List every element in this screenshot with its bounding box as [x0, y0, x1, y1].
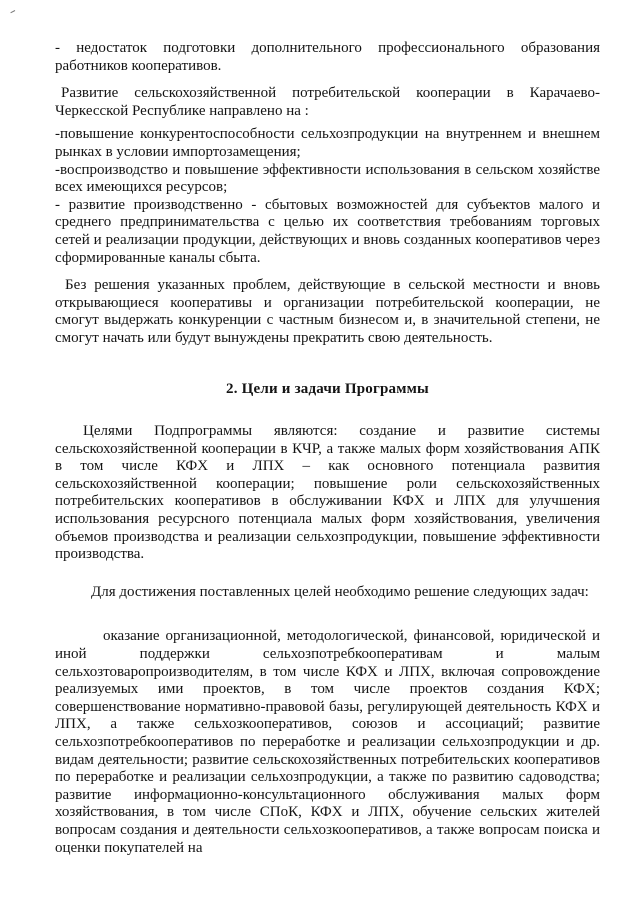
list-item-sales-capabilities: - развитие производственно - сбытовых возможностей для субъектов малого и среднего предпринимательства с целью их соответствия требованиям торговых сетей и реализации продукции, действующих и вновь созданных кооперативов через сформированные каналы сбыта.	[55, 196, 600, 266]
section-heading: 2. Цели и задачи Программы	[226, 380, 429, 397]
paragraph-training-shortage: - недостаток подготовки дополнительного профессионального образования работников кооперативов.	[55, 40, 600, 74]
page-content	[55, 40, 600, 857]
paragraph-tasks-intro: Для достижения поставленных целей необходимо решение следующих задач:	[91, 583, 589, 600]
list-item-reproduction: -воспроизводство и повышение эффективности использования в сельском хозяйстве всех имеющихся ресурсов;	[55, 161, 600, 196]
list-item-competitiveness: -повышение конкурентоспособности сельхозпродукции на внутреннем и внешнем рынках в условии импортозамещения;	[55, 126, 600, 160]
paragraph-development-intro: Развитие сельскохозяйственной потребительской кооперации в Карачаево-Черкесской Республике направлено на :	[55, 85, 600, 119]
scan-mark	[10, 10, 16, 16]
paragraph-goals: Целями Подпрограммы являются: создание и развитие системы сельскохозяйственной кооперации в КЧР, а также малых форм хозяйствования АПК в том числе КФХ и ЛПХ – как основного потенциала развития сельскохозяйственной кооперации; повышение роли сельскохозяйственных потребительских кооперативов в обслуживании КФХ и ЛПХ для улучшения использования ресурсного потенциала малых форм хозяйствования, увеличения объемов производства и реализации сельхозпродукции, повышение эффективности производства.	[55, 423, 600, 563]
paragraph-tasks: оказание организационной, методологической, финансовой, юридической и иной поддержки сельхозпотребкооперативам и малым сельхозтоваропроизводителям, в том числе КФХ и ЛПХ, включая сопровождение реализуемых ими проектов, в том числе проектов создания КФХ; совершенствование нормативно-правовой базы, регулирующей деятельность КФХ и ЛПХ, а также сельхозкооперативов, союзов и ассоциаций; развитие сельхозпотребкооперативов по переработке и реализации сельхозпродукции и др. видам деятельности; развитие сельскохозяйственных потребительских кооперативов по переработке и реализации сельхозпродукции, а также по развитию садоводства; развитие информационно-консультационного обслуживания малых форм хозяйствования, в том числе СПоК, КФХ и ЛПХ, обучение сельских жителей вопросам создания и деятельности сельхозкооперативов, а также вопросам поиска и оценки покупателей на	[55, 628, 600, 856]
paragraph-problems: Без решения указанных проблем, действующие в сельской местности и вновь открывающиеся кооперативы и организации потребительской кооперации, не смогут выдержать конкуренции с частным бизнесом и, в значительной степени, не смогут начать или будут вынуждены прекратить свою деятельность.	[55, 277, 600, 346]
